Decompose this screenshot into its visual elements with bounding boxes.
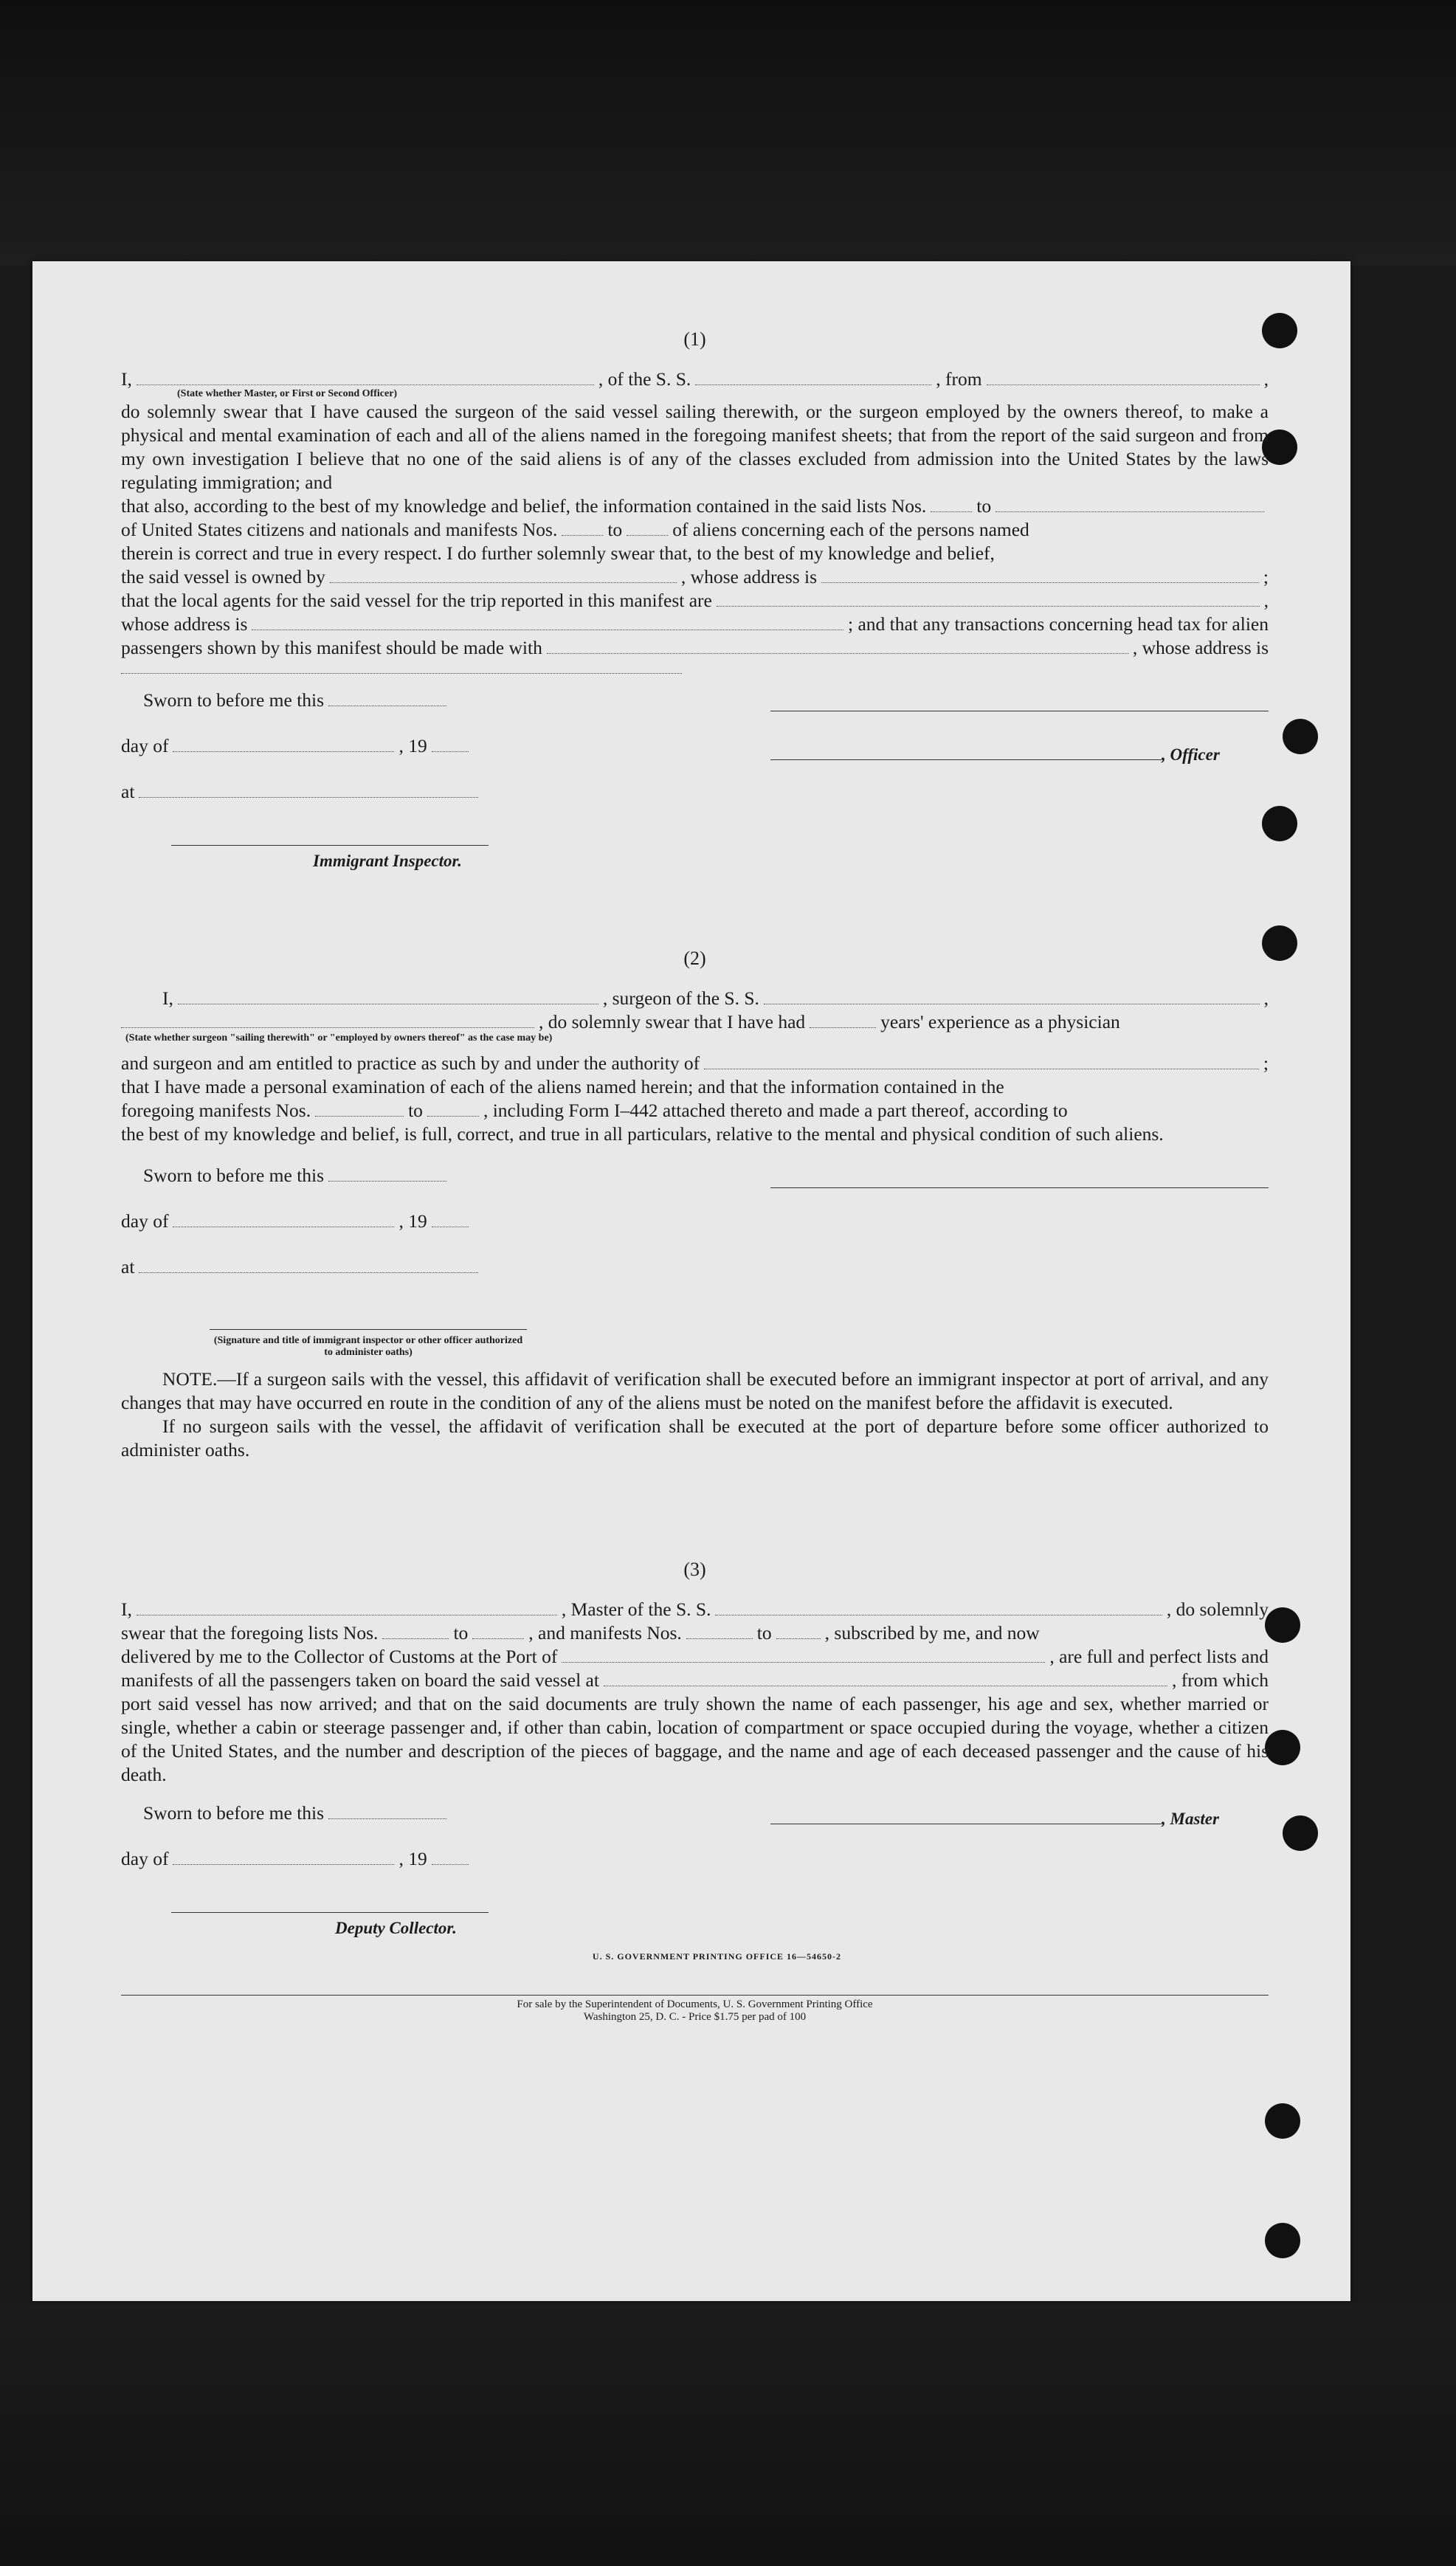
officer-rank-caption: (State whether Master, or First or Second Officer)	[177, 388, 398, 399]
head-tax-party-field[interactable]	[547, 640, 1128, 654]
at-label: at	[121, 1256, 135, 1277]
binder-hole	[1283, 719, 1318, 754]
gpo-imprint: U. S. GOVERNMENT PRINTING OFFICE 16—54650-2	[592, 1951, 842, 1962]
officer-name-field[interactable]	[137, 371, 594, 385]
surgeon-vessel-field[interactable]	[764, 990, 1260, 1004]
surgeon-note-2: If no surgeon sails with the vessel, the affidavit of verification shall be executed at the port of departure before some officer authorized to administer oaths.	[121, 1415, 1269, 1460]
deputy-collector-caption: Deputy Collector.	[335, 1919, 457, 1937]
customs-port-field[interactable]	[562, 1649, 1045, 1663]
sworn-date-field[interactable]	[328, 1805, 446, 1819]
surgeon-status-caption: (State whether surgeon "sailing therewith" or "employed by owners thereof" as the case may be)	[125, 1032, 553, 1044]
section-3-line-2: swear that the foregoing lists Nos. to , and manifests Nos. to , subscribed by me, and now	[121, 1622, 1040, 1644]
master-vessel-field[interactable]	[715, 1601, 1162, 1615]
surgeon-signature-line[interactable]	[770, 1187, 1269, 1188]
sworn-date-field[interactable]	[328, 1168, 446, 1182]
surgeon-note-1: NOTE.—If a surgeon sails with the vessel, this affidavit of verification shall be executed before an immigrant inspector at port of arrival, and any changes that may have occurred en route in the condition of any of the aliens must be noted on the manifest before the affidavit is executed.	[121, 1368, 1269, 1413]
authorized-officer-signature-line[interactable]	[210, 1329, 527, 1330]
surgeon-status-field[interactable]	[121, 1014, 534, 1028]
master-lists-to-field[interactable]	[472, 1625, 524, 1639]
owner-address-field[interactable]	[821, 569, 1259, 583]
section-3-line-3: delivered by me to the Collector of Customs at the Port of , are full and perfect lists and	[121, 1646, 1269, 1667]
month-field[interactable]	[173, 1213, 394, 1227]
scan-bottom-edge	[0, 2303, 1456, 2566]
footer-rule	[121, 1995, 1269, 1996]
section-3-oath-block: Sworn to before me this day of , 19 , Master Deputy Collector.	[121, 1801, 1269, 1949]
master-manifests-from-field[interactable]	[686, 1625, 753, 1639]
year-field[interactable]	[432, 1851, 469, 1865]
master-lists-from-field[interactable]	[382, 1625, 449, 1639]
surgeon-name-field[interactable]	[178, 990, 598, 1004]
lists-to-field[interactable]	[996, 498, 1264, 512]
section-3-line-4: manifests of all the passengers taken on board the said vessel at , from which	[121, 1669, 1269, 1691]
master-manifests-to-field[interactable]	[776, 1625, 821, 1639]
section-1-whose-line: whose address is ; and that any transactions concerning head tax for alien	[121, 613, 1269, 635]
section-1-manifests-line: of United States citizens and nationals and manifests Nos. to of aliens concerning each of the persons named	[121, 519, 1029, 540]
surgeon-manifests-from-field[interactable]	[315, 1103, 404, 1117]
day-of-label: day of	[121, 735, 169, 756]
section-1-oath-text: do solemnly swear that I have caused the surgeon of the said vessel sailing therewith, or the surgeon employed by the owners thereof, to make a physical and mental examination of each and all of the aliens named in the foregoing manifest sheets; that from the report of the said surgeon and from my own investigation I believe that no one of the said aliens is of any of the classes excluded from admission into the United States by the laws regulating immigration; and	[121, 401, 1269, 493]
section-2-line-4: foregoing manifests Nos. to , including Form I–442 attached thereto and made a part thereof, according to	[121, 1100, 1068, 1121]
section-1-passengers-line: passengers shown by this manifest should be made with , whose address is	[121, 637, 1269, 658]
manifest-back-page	[32, 261, 1350, 2301]
lists-from-field[interactable]	[931, 498, 972, 512]
section-3-declaration-text: port said vessel has now arrived; and that on the said documents are truly shown the name of each passenger, his age and sex, whether married or single, whether a cabin or steerage passenger and, if other than cabin, location of compartment or space occupied during the voyage, whether a citizen of the United States, and the number and description of the pieces of baggage, and the name and age of each deceased passenger and the cause of his death.	[121, 1693, 1269, 1785]
years-experience-field[interactable]	[810, 1014, 876, 1028]
master-name-field[interactable]	[137, 1601, 557, 1615]
section-1-owner-line: the said vessel is owned by , whose address is ;	[121, 566, 1269, 587]
sworn-label: Sworn to before me this	[143, 1802, 325, 1824]
section-3-number: (3)	[683, 1559, 706, 1580]
sworn-label: Sworn to before me this	[143, 689, 325, 711]
sale-notice-line-2: Washington 25, D. C. - Price $1.75 per pad of 100	[583, 2011, 807, 2023]
binder-hole	[1283, 1815, 1318, 1851]
inspector-caption: Immigrant Inspector.	[313, 852, 462, 870]
deputy-collector-signature-line[interactable]	[171, 1912, 489, 1913]
binder-hole	[1265, 1607, 1300, 1643]
section-2-belief-text: the best of my knowledge and belief, is full, correct, and true in all particulars, relative to the mental and physical condition of such aliens.	[121, 1123, 1164, 1145]
section-2-number: (2)	[683, 948, 706, 969]
master-caption: , Master	[1162, 1810, 1219, 1828]
place-field[interactable]	[139, 784, 478, 798]
section-2-examination-text: that I have made a personal examination of each of the aliens named herein; and that the information contained in the	[121, 1076, 1004, 1097]
year-field[interactable]	[432, 1213, 469, 1227]
section-1-line-1: I, , of the S. S. , from ,	[121, 368, 1269, 390]
section-2-line-1: I, , surgeon of the S. S. ,	[162, 987, 1269, 1009]
place-field[interactable]	[139, 1259, 478, 1273]
section-1-agents-line: that the local agents for the said vessel for the trip reported in this manifest are ,	[121, 590, 1269, 611]
manifests-to-field[interactable]	[627, 522, 668, 536]
agents-address-field[interactable]	[252, 616, 843, 630]
scan-top-edge	[0, 0, 1456, 266]
month-field[interactable]	[173, 1851, 394, 1865]
section-2-line-2: , do solemnly swear that I have had years' experience as a physician	[121, 1010, 1269, 1034]
month-field[interactable]	[173, 738, 394, 752]
boarding-port-field[interactable]	[604, 1672, 1167, 1686]
owner-field[interactable]	[330, 569, 677, 583]
binder-hole	[1265, 1730, 1300, 1765]
year-field[interactable]	[432, 738, 469, 752]
section-1-lists-line: that also, according to the best of my knowledge and belief, the information contained in the said lists Nos. to	[121, 494, 1269, 518]
section-1-number: (1)	[683, 328, 706, 350]
section-2-oath-block: Sworn to before me this day of , 19 at (Signature and title of immigrant inspector or other officer authorized to administer oaths)	[121, 1164, 1269, 1363]
section-1-address-continuation	[121, 660, 1269, 674]
day-of-label: day of	[121, 1210, 169, 1232]
officer-signature-line-2[interactable]	[770, 759, 1162, 760]
section-3-line-1: I, , Master of the S. S. , do solemnly	[121, 1598, 1269, 1620]
sworn-date-field[interactable]	[328, 692, 446, 706]
section-1-correct-line: therein is correct and true in every respect. I do further solemnly swear that, to the best of my knowledge and belief,	[121, 542, 995, 564]
at-label: at	[121, 781, 135, 802]
local-agents-field[interactable]	[717, 593, 1260, 607]
head-tax-address-field[interactable]	[121, 660, 682, 674]
section-1-oath-block: Sworn to before me this day of , 19 at Immigrant Inspector. , Officer	[121, 689, 1269, 873]
binder-hole	[1265, 2223, 1300, 2258]
inspector-signature-line[interactable]	[171, 845, 489, 846]
vessel-name-field[interactable]	[695, 371, 931, 385]
binder-hole	[1265, 2103, 1300, 2139]
authorized-officer-caption: (Signature and title of immigrant inspector or other officer authorized to administer oaths)	[213, 1335, 523, 1358]
section-2-line-3: and surgeon and am entitled to practice as such by and under the authority of ;	[121, 1052, 1269, 1074]
departure-port-field[interactable]	[987, 371, 1260, 385]
manifests-from-field[interactable]	[562, 522, 603, 536]
form-content	[121, 328, 1269, 2024]
surgeon-manifests-to-field[interactable]	[427, 1103, 479, 1117]
sworn-label: Sworn to before me this	[143, 1165, 325, 1186]
day-of-label: day of	[121, 1848, 169, 1869]
practice-authority-field[interactable]	[704, 1055, 1259, 1069]
sale-notice-line-1: For sale by the Superintendent of Documents, U. S. Government Printing Office	[517, 1998, 873, 2010]
officer-caption: , Officer	[1162, 745, 1220, 764]
